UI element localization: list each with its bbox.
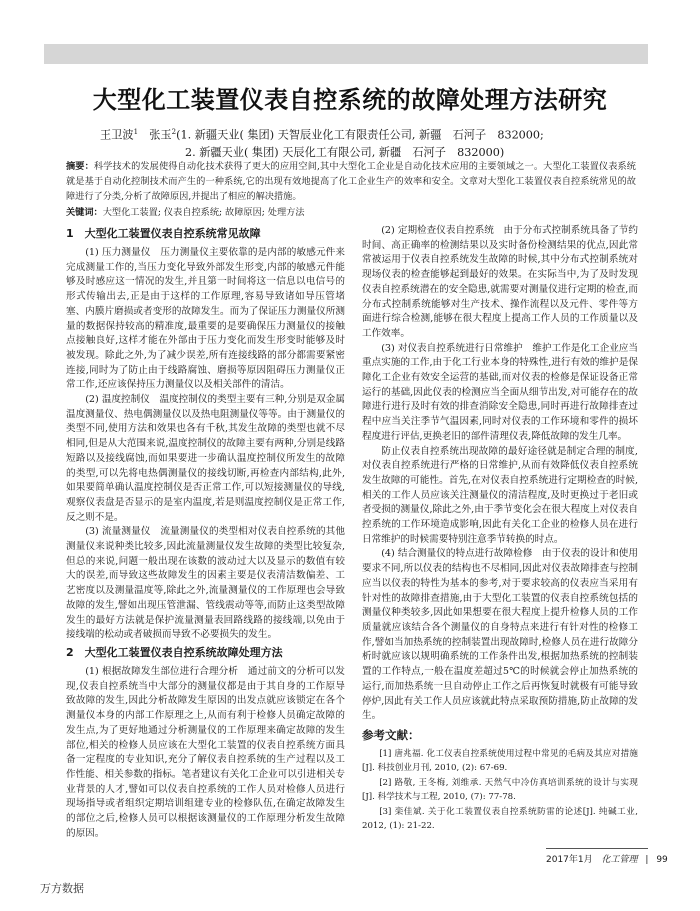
footer-rule	[546, 848, 648, 849]
paragraph: (1) 压力测量仪 压力测量仪主要依靠的是内部的敏感元件来完成测量工作的,当压力变化导致外部发生形变,内部的敏感元件能够及时感应这一情况的发生,并且第一时间将这一信息以电信号的形式传输出去,正是由于这样的工作原理,容易导致诸如导压管堵塞、内膜片磨损或者变形的故障发生。而为了保证压力测量仪所测量的数据保持较高的精准度,最重要的是要确保压力测量仪的接触点接触良好,这样才能在外部由于压力变化而发生形变时能够及时被发现。除此之外,为了减少误差,所有连接线路的部分都需要紧密连接,同时为了防止由于线路腐蚀、磨损等原因阻碍压力测量仪正常工作,还应该保持压力测量仪以及相关部件的清洁。	[66, 247, 345, 391]
footer-journal: 化工管理	[601, 855, 638, 865]
references-heading: 参考文献：	[362, 727, 420, 742]
author-1: 王卫波	[100, 128, 134, 142]
paragraph: (4) 结合测量仪的特点进行故障检修 由于仪表的设计和使用要求不同,所以仪表的结构也不尽相同,因此对仪表故障排查与控制应当以仪表的特性为基本的参考,对于要求较高的仪表应当采用有针对性的故障排查措施,由于大型化工装置的仪表自控系统包括的测量仪种类较多,因此如果想要在很大程度上提升检修人员的工作质量就应该结合各个测量仪的自身特点来进行有针对性的检修工作,譬如当加热系统的控制装置出现故障时,检修人员在进行故障分析时就应该以规明确系统的工作条件出发,根据加热系统的控制装置的工作特点,一般在温度差超过5℃的时候就会停止加热系统的运行,而加热系统一旦自动停止工作之后再恢复时就极有可能导致停炉,因此有关工作人员应该就此特点采取预防措施,防止故障的发生。	[362, 548, 638, 722]
page-number: 99	[656, 855, 668, 865]
author-2: 张玉	[138, 128, 172, 142]
keywords	[66, 206, 636, 220]
footer-date: 2017年1月	[546, 855, 593, 865]
paragraph: 防止仪表自控系统出现故障的最好途径就是制定合理的制度,对仪表自控系统进行严格的日常维护,从而有效降低仪表自控系统发生故障的可能性。首先,在对仪表自控系统进行定期检查的时候,相关的工作人员应该关注测量仪的清洁程度,及时更换过于老旧或者受损的测量仪,除此之外,由于季节变化会在很大程度上对仪表自控系统的工作环境造成影响,因此有关化工企业的检修人员在进行日常维护的时候需要特别注意季节转换的时点。	[362, 445, 638, 545]
paragraph: (2) 定期检查仪表自控系统 由于分布式控制系统具备了节约时间、高正确率的检测结果以及实时备份检测结果的优点,因此常常被运用于仪表自控系统发生故障的时候,其中分布式控制系统对现场仪表的检查能够起到最好的效果。在实际当中,为了及时发现仪表自控系统潜在的安全隐患,就需要对测量仪进行定期的检查,而分布式控制系统能够对生产技术、操作流程以及元件、零件等方面进行综合检测,能够在很大程度上提高工作人员的工作质量以及工作效率。	[362, 225, 638, 339]
keywords-label: 关键词：	[66, 207, 103, 218]
author-line-1	[100, 124, 640, 144]
paragraph: (2) 温度控制仪 温度控制仪的类型主要有三种,分别是双金属温度测量仪、热电偶测量仪以及热电阻测量仪等等。由于测量仪的类型不同,使用方法和效果也各有千秋,其发生故障的类型也就不尽相同,但是从大范围来说,温度控制仪的故障主要有两种,分别是线路短路以及接线腐蚀,而如果要进一步确认温度控制仪所发生的故障的类型,可以先将电热偶测量仪的接线切断,再检查内部结构,此外,如果要简单确认温度控制仪是否正常工作,可以短接测量仪的导线,观察仪表盘是否显示的是室内温度,若是则温度控制仪是正常工作,反之则不是。	[66, 394, 345, 523]
affiliation-1: (1. 新疆天业( 集团) 天智辰业化工有限责任公司, 新疆 石河子 832000;	[176, 128, 544, 142]
page-footer	[546, 852, 668, 865]
keywords-text: 大型化工装置; 仪表自控系统; 故障原因; 处理方法	[102, 207, 305, 218]
paragraph: (3) 流量测量仪 流量测量仪的类型相对仪表自控系统的其他测量仪来说种类比较多,因此流量测量仪发生故障的类型比较复杂,但总的来说,问题一般出现在该数的波动过大以及显示的数值有较大的误差,而导致这些故障发生的因素主要是仪表清洁数偏差、工艺密度以及测量温度等,除此之外,流量测量仪的工作原理也会导致故障的发生,譬如出现压管泄漏、管线震动等等,而防止这类型故障发生的最好方法就是保护流量测量表回路线路的接线端,以免由于接线端的松动或者破损而导致不必要损失的发生。	[66, 526, 345, 641]
reference-item: [1] 唐兆福. 化工仪表自控系统使用过程中常见的毛病及其应对措施[J]. 科技创业月刊, 2010, (2): 67-69.	[362, 748, 638, 774]
left-column	[66, 224, 345, 841]
paper-title: 大型化工装置仪表自控系统的故障处理方法研究	[92, 86, 608, 114]
reference-item: [3] 栾佳斌. 关于化工装置仪表自控系统防雷的论述[J]. 纯碱工业, 2012, (1): 21-22.	[362, 806, 638, 832]
section-1-heading: 1 大型化工装置仪表自控系统常见故障	[66, 227, 261, 240]
abstract-label: 摘要：	[66, 161, 94, 172]
paragraph: (3) 对仪表自控系统进行日常维护 维护工作是化工企业应当重点实施的工作,由于化工行业本身的特殊性,进行有效的维护是保障化工企业有效安全运营的基础,而对仪表的检修是保证设备正常运行的基础,因此仪表的检测应当全面从细节出发,对可能存在的故障进行进行及时有效的排查消除安全隐患,同时再进行故障排查过程中应当关注季节气温因素,同时对仪表的工作环境和零件的损坏程度进行评估,更换老旧的部件清理仪表,降低故障的发生几率。	[362, 342, 638, 442]
header-bar	[44, 44, 648, 64]
watermark: 万方数据	[40, 882, 84, 895]
paragraph: (1) 根据故障发生部位进行合理分析 通过前文的分析可以发现,仪表自控系统当中大部分的测量仪都是由于其自身的工作原导致故障的发生,因此分析故障发生原因的出发点就应该锁定在各个测量仪本身的内部工作原理之上,从而有利于检修人员确定故障的发生点,为了更好地通过分析测量仪的工作原理来确定故障的发生部位,相关的检修人员应该在大型化工装置的仪表自控系统方面具备一定程度的专业知识,充分了解仪表自控系统的生产过程以及工作性能、相关参数的指标。笔者建议有关化工企业可以引进相关专业背景的人才,譬如可以仪表自控系统的工作人员对检修人员进行现场指导或者组织定期培训组建专业的检修队伍,在确定故障发生的部位之后,检修人员可以根据该测量仪的工作原理分析发生故障的原因。	[66, 665, 345, 839]
affiliation-2: 2. 新疆天业( 集团) 天辰化工有限公司, 新疆 石河子 832000)	[185, 145, 505, 159]
author-block	[100, 124, 640, 161]
footer-separator: |	[645, 855, 649, 865]
abstract-text: 科学技术的发展使得自动化技术获得了更大的应用空间,其中大型化工企业是自动化技术应用的主要领域之一。大型化工装置仪表系统就是基于自动化控制技术而产生的一种系统,它的出现有效地提高了化工企业生产的效率和安全。文章对大型化工装置仪表自控系统常见的故障进行了分类,分析了故障原因,并提出了相应的解决措施。	[66, 161, 636, 202]
author-2-mark: 2	[171, 128, 177, 136]
right-column	[362, 224, 638, 834]
author-1-mark: 1	[133, 128, 139, 136]
reference-item: [2] 路敬, 王冬梅, 刘维承. 天然气中冷仿真培训系统的设计与实现[J]. 科学技术与工程, 2010, (7): 77-78.	[362, 777, 638, 803]
section-2-heading: 2 大型化工装置仪表自控系统故障处理方法	[66, 645, 283, 659]
abstract	[66, 159, 636, 204]
